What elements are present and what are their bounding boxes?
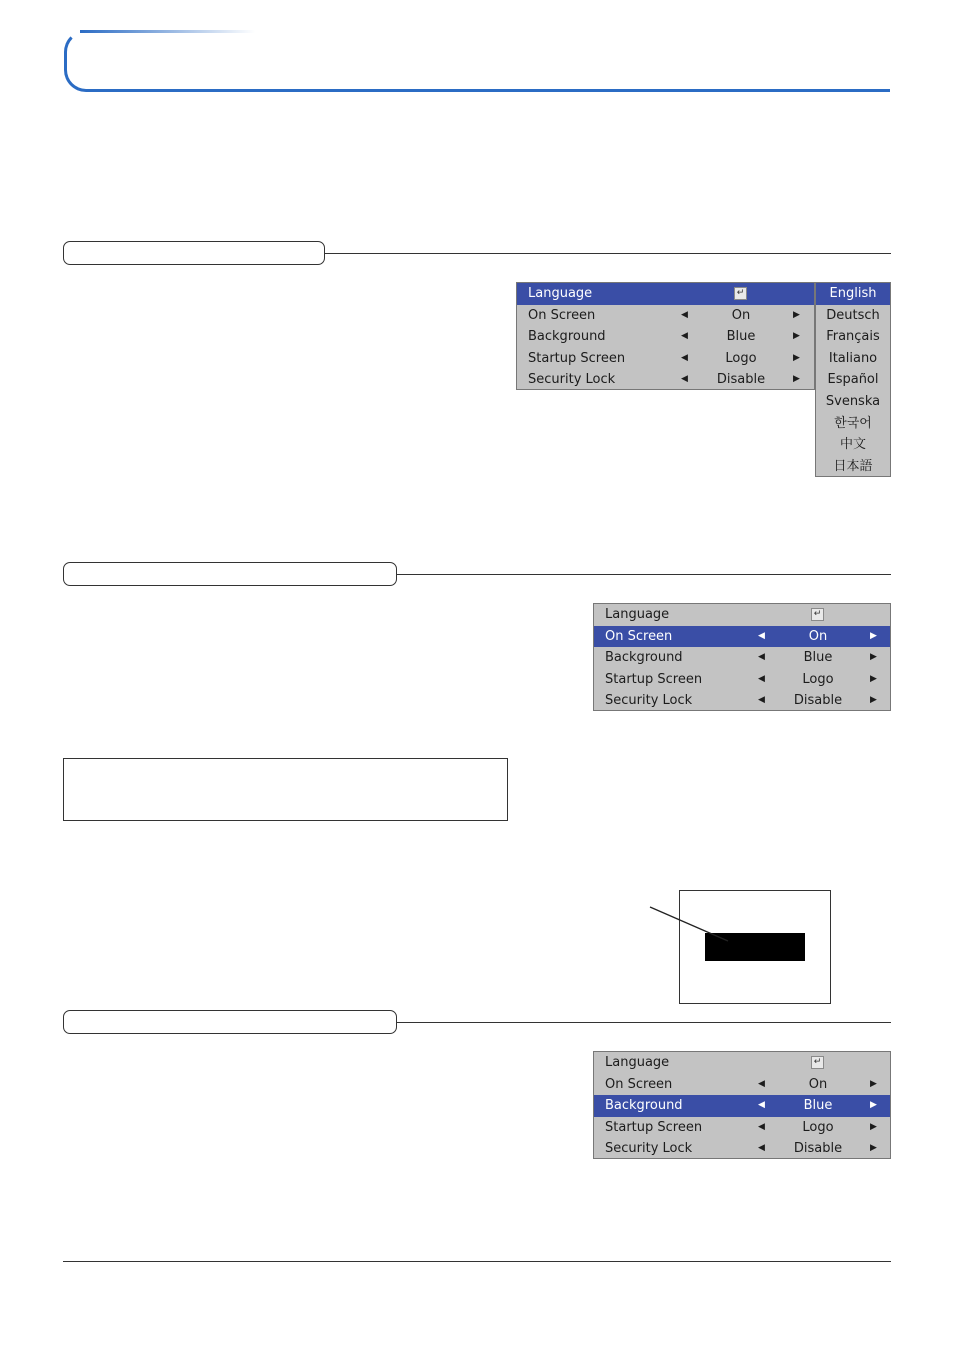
menu-row-startup-screen[interactable] xyxy=(594,669,890,691)
menu-row-value: On xyxy=(808,628,828,644)
right-arrow-icon[interactable]: ▶ xyxy=(793,309,800,320)
right-arrow-icon[interactable]: ▶ xyxy=(793,352,800,363)
right-arrow-icon[interactable]: ▶ xyxy=(870,673,877,684)
footer-rule xyxy=(63,1261,891,1262)
menu-row-value: Disable xyxy=(793,1141,843,1157)
menu-row-on-screen[interactable] xyxy=(517,305,814,327)
right-arrow-icon[interactable]: ▶ xyxy=(870,1078,877,1089)
menu-row-label: Background xyxy=(528,329,606,345)
right-arrow-icon[interactable]: ▶ xyxy=(793,374,800,385)
enter-icon: ↵ xyxy=(811,1056,824,1069)
title-frame-gradient xyxy=(80,30,255,33)
menu-row-value: Logo xyxy=(802,1119,834,1135)
section-rule-on-screen xyxy=(397,574,891,575)
page-title-frame xyxy=(64,30,890,92)
language-option-deutsch[interactable]: Deutsch xyxy=(826,307,880,323)
menu-row-value: Logo xyxy=(725,350,757,366)
menu-row-value: Blue xyxy=(803,1098,833,1114)
language-option-chinese[interactable]: 中文 xyxy=(839,437,866,453)
right-arrow-icon[interactable]: ▶ xyxy=(870,1100,877,1111)
right-arrow-icon[interactable]: ▶ xyxy=(870,695,877,706)
menu-row-value: On xyxy=(808,1076,828,1092)
osd-menu-background xyxy=(593,1051,891,1159)
menu-row-on-screen[interactable] xyxy=(594,1074,890,1096)
language-option-english[interactable]: English xyxy=(816,283,890,305)
left-arrow-icon[interactable]: ◀ xyxy=(758,1121,765,1132)
right-arrow-icon[interactable]: ▶ xyxy=(870,1121,877,1132)
menu-row-security-lock[interactable] xyxy=(517,369,814,391)
menu-row-value: Disable xyxy=(793,693,843,709)
section-rule-background xyxy=(397,1022,891,1023)
menu-row-label: On Screen xyxy=(605,1076,673,1092)
menu-row-label: Background xyxy=(605,1098,683,1114)
section-header-on-screen xyxy=(63,562,397,586)
right-arrow-icon[interactable]: ▶ xyxy=(793,331,800,342)
menu-row-label: Startup Screen xyxy=(528,350,626,366)
left-arrow-icon[interactable]: ◀ xyxy=(758,1100,765,1111)
left-arrow-icon[interactable]: ◀ xyxy=(758,1078,765,1089)
menu-row-security-lock[interactable] xyxy=(594,1138,890,1160)
menu-row-on-screen[interactable] xyxy=(594,626,890,648)
menu-row-background[interactable] xyxy=(594,647,890,669)
menu-row-background[interactable] xyxy=(594,1095,890,1117)
language-option-svenska[interactable]: Svenska xyxy=(825,393,881,409)
menu-row-background[interactable] xyxy=(517,326,814,348)
menu-row-label: Security Lock xyxy=(605,693,693,709)
left-arrow-icon[interactable]: ◀ xyxy=(758,630,765,641)
menu-row-label: On Screen xyxy=(528,307,596,323)
menu-row-security-lock[interactable] xyxy=(594,690,890,712)
osd-menu-on-screen xyxy=(593,603,891,711)
menu-row-label: Security Lock xyxy=(528,372,616,388)
left-arrow-icon[interactable]: ◀ xyxy=(758,652,765,663)
menu-row-label: Startup Screen xyxy=(605,671,703,687)
language-option-japanese[interactable]: 日本語 xyxy=(833,458,873,474)
language-option-korean[interactable]: 한국어 xyxy=(834,415,872,431)
language-option-francais[interactable]: Français xyxy=(826,329,880,345)
menu-row-label: Security Lock xyxy=(605,1141,693,1157)
callout-line xyxy=(645,900,735,950)
left-arrow-icon[interactable]: ◀ xyxy=(758,695,765,706)
left-arrow-icon[interactable]: ◀ xyxy=(681,331,688,342)
section-header-language xyxy=(63,241,325,265)
right-arrow-icon[interactable]: ▶ xyxy=(870,1143,877,1154)
menu-row-label: Background xyxy=(605,650,683,666)
osd-menu-language xyxy=(516,282,815,390)
note-box xyxy=(63,758,508,821)
menu-row-label: Language xyxy=(605,607,670,622)
menu-row-value: On xyxy=(731,307,751,323)
menu-row-value: Disable xyxy=(716,372,766,388)
menu-row-startup-screen[interactable] xyxy=(517,348,814,370)
menu-row-value: Logo xyxy=(802,671,834,687)
right-arrow-icon[interactable]: ▶ xyxy=(870,630,877,641)
language-list xyxy=(815,282,891,477)
menu-row-language[interactable] xyxy=(594,604,890,626)
enter-icon: ↵ xyxy=(811,608,824,621)
menu-row-label: On Screen xyxy=(605,628,673,644)
left-arrow-icon[interactable]: ◀ xyxy=(758,1143,765,1154)
menu-row-language[interactable] xyxy=(594,1052,890,1074)
left-arrow-icon[interactable]: ◀ xyxy=(681,352,688,363)
right-arrow-icon[interactable]: ▶ xyxy=(870,652,877,663)
menu-row-startup-screen[interactable] xyxy=(594,1117,890,1139)
menu-row-label: Startup Screen xyxy=(605,1119,703,1135)
left-arrow-icon[interactable]: ◀ xyxy=(758,673,765,684)
menu-row-label: Language xyxy=(605,1055,670,1070)
menu-row-label: Language xyxy=(528,286,593,301)
menu-row-language[interactable] xyxy=(517,283,814,305)
section-rule-language xyxy=(325,253,891,254)
language-option-espanol[interactable]: Español xyxy=(827,372,879,388)
left-arrow-icon[interactable]: ◀ xyxy=(681,374,688,385)
menu-row-value: Blue xyxy=(803,650,833,666)
left-arrow-icon[interactable]: ◀ xyxy=(681,309,688,320)
section-header-background xyxy=(63,1010,397,1034)
language-option-italiano[interactable]: Italiano xyxy=(828,350,878,366)
menu-row-value: Blue xyxy=(726,329,756,345)
enter-icon: ↵ xyxy=(734,287,747,300)
